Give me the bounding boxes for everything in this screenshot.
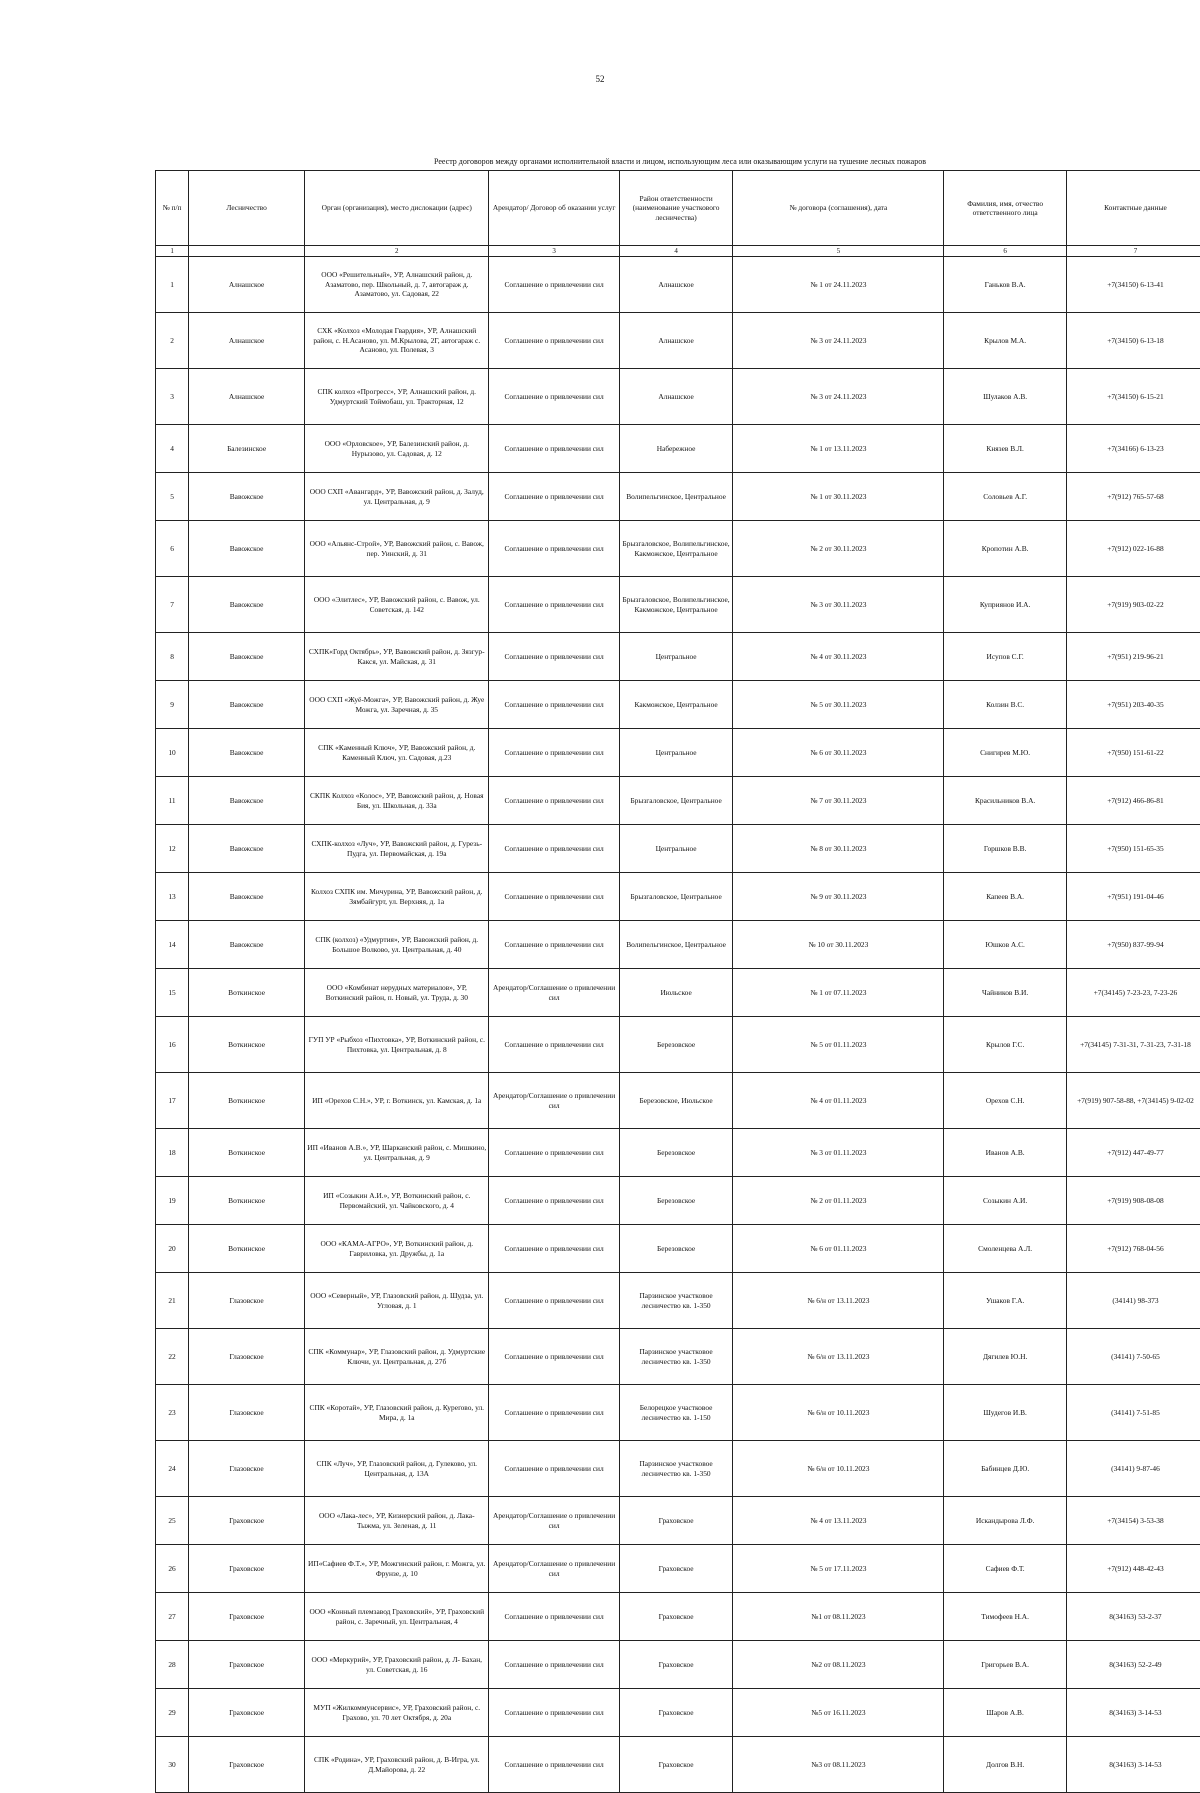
table-row — [156, 681, 1200, 729]
contact-info-cell: +7(912) 022-16-88 — [1066, 521, 1200, 577]
agreement-type-cell: Соглашение о привлечении сил — [489, 1593, 619, 1641]
contact-info-cell: +7(34145) 7-31-31, 7-31-23, 7-31-18 — [1066, 1017, 1200, 1073]
header-cell: Орган (организация), место дислокации (адрес) — [305, 171, 489, 246]
forestry-cell: Граховское — [189, 1737, 305, 1793]
row-number-cell: 9 — [156, 681, 189, 729]
organization-cell: ИП «Созыкин А.И.», УР, Воткинский район, с. Первомайский, ул. Чайковского, д. 4 — [305, 1177, 489, 1225]
forestry-cell: Вавожское — [189, 473, 305, 521]
organization-cell: ООО «КАМА-АГРО», УР, Воткинский район, д. Гавриловка, ул. Дружбы, д. 1а — [305, 1225, 489, 1273]
forestry-cell: Глазовское — [189, 1273, 305, 1329]
responsible-person-cell: Ушаков Г.А. — [944, 1273, 1067, 1329]
responsibility-area-cell: Граховское — [619, 1689, 733, 1737]
forestry-cell: Граховское — [189, 1593, 305, 1641]
responsible-person-cell: Исупов С.Г. — [944, 633, 1067, 681]
responsibility-area-cell: Парзинское участковое лесничество кв. 1-350 — [619, 1273, 733, 1329]
table-row — [156, 1641, 1200, 1689]
forestry-cell: Глазовское — [189, 1329, 305, 1385]
forestry-cell: Воткинское — [189, 1129, 305, 1177]
row-number-cell: 6 — [156, 521, 189, 577]
contract-number-cell: №5 от 16.11.2023 — [733, 1689, 944, 1737]
agreement-type-cell: Соглашение о привлечении сил — [489, 1129, 619, 1177]
contact-info-cell: (34141) 9-87-46 — [1066, 1441, 1200, 1497]
contact-info-cell: +7(34150) 6-13-18 — [1066, 313, 1200, 369]
responsible-person-cell: Снигирев М.Ю. — [944, 729, 1067, 777]
table-row — [156, 1017, 1200, 1073]
contact-info-cell: +7(34150) 6-15-21 — [1066, 369, 1200, 425]
contact-info-cell: (34141) 98-373 — [1066, 1273, 1200, 1329]
agreement-type-cell: Соглашение о привлечении сил — [489, 777, 619, 825]
contract-number-cell: №3 от 08.11.2023 — [733, 1737, 944, 1793]
forestry-cell: Вавожское — [189, 729, 305, 777]
table-row — [156, 1593, 1200, 1641]
organization-cell: ООО «Меркурий», УР, Граховский район, д. Л- Бахан, ул. Советская, д. 16 — [305, 1641, 489, 1689]
agreement-type-cell: Соглашение о привлечении сил — [489, 1441, 619, 1497]
agreement-type-cell: Арендатор/Соглашение о привлечении сил — [489, 1497, 619, 1545]
contract-number-cell: № 10 от 30.11.2023 — [733, 921, 944, 969]
responsibility-area-cell: Волипельгинское, Центральное — [619, 473, 733, 521]
responsibility-area-cell: Парзинское участковое лесничество кв. 1-350 — [619, 1329, 733, 1385]
forestry-cell: Глазовское — [189, 1385, 305, 1441]
forestry-cell: Глазовское — [189, 1441, 305, 1497]
contact-info-cell: 8(34163) 3-14-53 — [1066, 1737, 1200, 1793]
contact-info-cell: +7(950) 837-99-94 — [1066, 921, 1200, 969]
responsibility-area-cell: Граховское — [619, 1641, 733, 1689]
organization-cell: ООО СХП «Авангард», УР, Вавожский район, д. Залуд, ул. Центральная, д. 9 — [305, 473, 489, 521]
responsible-person-cell: Капеев В.А. — [944, 873, 1067, 921]
contract-number-cell: № 6/н от 10.11.2023 — [733, 1385, 944, 1441]
contract-number-cell: № 6/н от 13.11.2023 — [733, 1329, 944, 1385]
forestry-cell: Вавожское — [189, 633, 305, 681]
agreement-type-cell: Соглашение о привлечении сил — [489, 1177, 619, 1225]
contact-info-cell: (34141) 7-50-65 — [1066, 1329, 1200, 1385]
responsible-person-cell: Чайников В.И. — [944, 969, 1067, 1017]
agreement-type-cell: Арендатор/Соглашение о привлечении сил — [489, 969, 619, 1017]
table-row — [156, 777, 1200, 825]
responsibility-area-cell: Граховское — [619, 1737, 733, 1793]
responsibility-area-cell: Граховское — [619, 1593, 733, 1641]
forestry-cell: Воткинское — [189, 1225, 305, 1273]
responsibility-area-cell: Березовское — [619, 1129, 733, 1177]
forestry-cell: Вавожское — [189, 777, 305, 825]
table-caption: Реестр договоров между органами исполнительной власти и лицом, использующим леса или оказывающим услуги на тушение лесных пожаров — [155, 157, 1200, 166]
column-number: 5 — [733, 246, 944, 257]
forestry-cell: Алнашское — [189, 313, 305, 369]
responsibility-area-cell: Алнашское — [619, 369, 733, 425]
header-cell: Район ответственности (наименование участкового лесничества) — [619, 171, 733, 246]
forestry-cell: Вавожское — [189, 921, 305, 969]
responsible-person-cell: Соловьев А.Г. — [944, 473, 1067, 521]
agreement-type-cell: Соглашение о привлечении сил — [489, 1641, 619, 1689]
column-number-row — [156, 246, 1200, 257]
forestry-cell: Балезинское — [189, 425, 305, 473]
forestry-cell: Воткинское — [189, 1017, 305, 1073]
contact-info-cell: +7(912) 768-04-56 — [1066, 1225, 1200, 1273]
contact-info-cell: +7(919) 908-08-08 — [1066, 1177, 1200, 1225]
responsibility-area-cell: Центральное — [619, 729, 733, 777]
row-number-cell: 22 — [156, 1329, 189, 1385]
row-number-cell: 25 — [156, 1497, 189, 1545]
contract-number-cell: № 1 от 13.11.2023 — [733, 425, 944, 473]
responsible-person-cell: Искандырова Л.Ф. — [944, 1497, 1067, 1545]
contract-number-cell: № 3 от 30.11.2023 — [733, 577, 944, 633]
organization-cell: ООО «Конный племзавод Граховский», УР, Граховский район, с. Заречный, ул. Центральная, 4 — [305, 1593, 489, 1641]
table-row — [156, 633, 1200, 681]
table-row — [156, 1497, 1200, 1545]
table-row — [156, 313, 1200, 369]
row-number-cell: 28 — [156, 1641, 189, 1689]
row-number-cell: 30 — [156, 1737, 189, 1793]
contract-number-cell: № 5 от 01.11.2023 — [733, 1017, 944, 1073]
row-number-cell: 10 — [156, 729, 189, 777]
contact-info-cell: +7(34150) 6-13-41 — [1066, 257, 1200, 313]
responsible-person-cell: Колзин В.С. — [944, 681, 1067, 729]
table-row — [156, 1129, 1200, 1177]
table-row — [156, 1329, 1200, 1385]
responsibility-area-cell: Граховское — [619, 1545, 733, 1593]
responsible-person-cell: Григорьев В.А. — [944, 1641, 1067, 1689]
responsible-person-cell: Долгов В.Н. — [944, 1737, 1067, 1793]
agreement-type-cell: Соглашение о привлечении сил — [489, 577, 619, 633]
contact-info-cell: +7(34154) 3-53-38 — [1066, 1497, 1200, 1545]
table-row — [156, 1441, 1200, 1497]
contact-info-cell: +7(951) 203-40-35 — [1066, 681, 1200, 729]
responsible-person-cell: Князев В.Л. — [944, 425, 1067, 473]
table-row — [156, 1385, 1200, 1441]
responsible-person-cell: Крылов Г.С. — [944, 1017, 1067, 1073]
organization-cell: ООО «Элитлес», УР, Вавожский район, с. Вавож, ул. Советская, д. 142 — [305, 577, 489, 633]
row-number-cell: 12 — [156, 825, 189, 873]
responsible-person-cell: Крылов М.А. — [944, 313, 1067, 369]
responsible-person-cell: Орехов С.Н. — [944, 1073, 1067, 1129]
contract-number-cell: № 8 от 30.11.2023 — [733, 825, 944, 873]
contact-info-cell: +7(950) 151-61-22 — [1066, 729, 1200, 777]
column-number: 2 — [305, 246, 489, 257]
contact-info-cell: (34141) 7-51-85 — [1066, 1385, 1200, 1441]
agreement-type-cell: Соглашение о привлечении сил — [489, 1273, 619, 1329]
table-row — [156, 825, 1200, 873]
contract-number-cell: № 3 от 24.11.2023 — [733, 369, 944, 425]
contract-number-cell: № 6/н от 13.11.2023 — [733, 1273, 944, 1329]
organization-cell: СХПК-колхоз «Луч», УР, Вавожский район, д. Гурезь-Пудга, ул. Первомайская, д. 19а — [305, 825, 489, 873]
agreement-type-cell: Соглашение о привлечении сил — [489, 681, 619, 729]
contact-info-cell: +7(919) 907-58-88, +7(34145) 9-02-02 — [1066, 1073, 1200, 1129]
agreement-type-cell: Соглашение о привлечении сил — [489, 873, 619, 921]
organization-cell: СПК «Коммунар», УР, Глазовский район, д. Удмуртские Ключи, ул. Центральная, д. 27б — [305, 1329, 489, 1385]
row-number-cell: 17 — [156, 1073, 189, 1129]
agreement-type-cell: Соглашение о привлечении сил — [489, 633, 619, 681]
table-body — [156, 257, 1200, 1793]
agreement-type-cell: Соглашение о привлечении сил — [489, 1017, 619, 1073]
header-cell: Арендатор/ Договор об оказании услуг — [489, 171, 619, 246]
organization-cell: СПК «Коротай», УР, Глазовский район, д. Куреґово, ул. Мира, д. 1а — [305, 1385, 489, 1441]
organization-cell: СХК «Колхоз «Молодая Гвардия», УР, Алнашский район, с. Н.Асаново, ул. М.Крылова, 2Г, автогараж с. Асаново, ул. Полевая, 3 — [305, 313, 489, 369]
table-row — [156, 257, 1200, 313]
contact-info-cell: +7(34145) 7-23-23, 7-23-26 — [1066, 969, 1200, 1017]
table-row — [156, 425, 1200, 473]
responsible-person-cell: Созыкин А.И. — [944, 1177, 1067, 1225]
contact-info-cell: +7(912) 466-86-81 — [1066, 777, 1200, 825]
contract-number-cell: № 6 от 30.11.2023 — [733, 729, 944, 777]
responsible-person-cell: Горшков В.В. — [944, 825, 1067, 873]
forestry-cell: Граховское — [189, 1641, 305, 1689]
organization-cell: СПК «Родина», УР, Граховский район, д. В-Игра, ул. Д.Майорова, д. 22 — [305, 1737, 489, 1793]
contact-info-cell: 8(34163) 53-2-37 — [1066, 1593, 1200, 1641]
responsible-person-cell: Сафиев Ф.Т. — [944, 1545, 1067, 1593]
forestry-cell: Вавожское — [189, 681, 305, 729]
responsibility-area-cell: Граховское — [619, 1497, 733, 1545]
table-row — [156, 921, 1200, 969]
table-row — [156, 1225, 1200, 1273]
row-number-cell: 21 — [156, 1273, 189, 1329]
organization-cell: ИП «Иванов А.В.», УР, Шарканский район, с. Мишкино, ул. Центральная, д. 9 — [305, 1129, 489, 1177]
contract-number-cell: № 2 от 01.11.2023 — [733, 1177, 944, 1225]
row-number-cell: 15 — [156, 969, 189, 1017]
responsibility-area-cell: Березовское — [619, 1225, 733, 1273]
row-number-cell: 2 — [156, 313, 189, 369]
contract-number-cell: №1 от 08.11.2023 — [733, 1593, 944, 1641]
contract-number-cell: № 3 от 24.11.2023 — [733, 313, 944, 369]
row-number-cell: 23 — [156, 1385, 189, 1441]
table-row — [156, 1073, 1200, 1129]
contract-number-cell: № 7 от 30.11.2023 — [733, 777, 944, 825]
row-number-cell: 4 — [156, 425, 189, 473]
contact-info-cell: +7(951) 219-96-21 — [1066, 633, 1200, 681]
responsibility-area-cell: Белорецкое участковое лесничество кв. 1-150 — [619, 1385, 733, 1441]
responsibility-area-cell: Брызгаловское, Центральное — [619, 873, 733, 921]
responsible-person-cell: Тимофеев Н.А. — [944, 1593, 1067, 1641]
row-number-cell: 27 — [156, 1593, 189, 1641]
agreement-type-cell: Соглашение о привлечении сил — [489, 1385, 619, 1441]
agreement-type-cell: Соглашение о привлечении сил — [489, 521, 619, 577]
organization-cell: ООО «Комбинат нерудных материалов», УР, Воткинский район, п. Новый, ул. Труда, д. 30 — [305, 969, 489, 1017]
contract-number-cell: № 1 от 24.11.2023 — [733, 257, 944, 313]
organization-cell: СПК «Луч», УР, Глазовский район, д. Гулеково, ул. Центральная, д. 13А — [305, 1441, 489, 1497]
contract-number-cell: № 5 от 17.11.2023 — [733, 1545, 944, 1593]
responsibility-area-cell: Июльское — [619, 969, 733, 1017]
responsible-person-cell: Шулаков А.В. — [944, 369, 1067, 425]
contact-info-cell: +7(912) 447-49-77 — [1066, 1129, 1200, 1177]
contact-info-cell: +7(912) 448-42-43 — [1066, 1545, 1200, 1593]
organization-cell: ООО «Альянс-Строй», УР, Вавожский район, с. Вавож, пер. Уинский, д. 31 — [305, 521, 489, 577]
responsible-person-cell: Красильников В.А. — [944, 777, 1067, 825]
contract-number-cell: № 4 от 13.11.2023 — [733, 1497, 944, 1545]
responsible-person-cell: Шаров А.В. — [944, 1689, 1067, 1737]
row-number-cell: 19 — [156, 1177, 189, 1225]
responsible-person-cell: Юшков А.С. — [944, 921, 1067, 969]
contract-number-cell: № 2 от 30.11.2023 — [733, 521, 944, 577]
contract-number-cell: № 4 от 30.11.2023 — [733, 633, 944, 681]
responsible-person-cell: Кропотин А.В. — [944, 521, 1067, 577]
responsible-person-cell: Ганьков В.А. — [944, 257, 1067, 313]
agreement-type-cell: Соглашение о привлечении сил — [489, 1737, 619, 1793]
organization-cell: СПК колхоз «Прогресс», УР, Алнашский район, д. Удмуртский Тоймобаш, ул. Тракторная, 12 — [305, 369, 489, 425]
contact-info-cell: +7(912) 765-57-68 — [1066, 473, 1200, 521]
forestry-cell: Алнашское — [189, 369, 305, 425]
agreement-type-cell: Арендатор/Соглашение о привлечении сил — [489, 1073, 619, 1129]
contract-number-cell: № 9 от 30.11.2023 — [733, 873, 944, 921]
responsible-person-cell: Дягилев Ю.Н. — [944, 1329, 1067, 1385]
organization-cell: СПК (колхоз) «Удмуртия», УР, Вавожский район, д. Большое Волково, ул. Центральная, д. 40 — [305, 921, 489, 969]
row-number-cell: 16 — [156, 1017, 189, 1073]
row-number-cell: 11 — [156, 777, 189, 825]
agreement-type-cell: Соглашение о привлечении сил — [489, 257, 619, 313]
contract-number-cell: № 4 от 01.11.2023 — [733, 1073, 944, 1129]
agreement-type-cell: Арендатор/Соглашение о привлечении сил — [489, 1545, 619, 1593]
agreement-type-cell: Соглашение о привлечении сил — [489, 921, 619, 969]
organization-cell: ООО «Лака-лес», УР, Кизнерский район, д. Лака-Тыжма, ул. Зеленая, д. 11 — [305, 1497, 489, 1545]
table-row — [156, 729, 1200, 777]
forestry-cell: Граховское — [189, 1689, 305, 1737]
contract-number-cell: № 6 от 01.11.2023 — [733, 1225, 944, 1273]
forestry-cell: Вавожское — [189, 521, 305, 577]
column-number: 7 — [1066, 246, 1200, 257]
forestry-cell: Воткинское — [189, 969, 305, 1017]
row-number-cell: 20 — [156, 1225, 189, 1273]
column-number — [189, 246, 305, 257]
table-row — [156, 969, 1200, 1017]
organization-cell: ИП«Сафиев Ф.Т.», УР, Можгинский район, г. Можга, ул. Фрунзе, д. 10 — [305, 1545, 489, 1593]
organization-cell: Колхоз СХПК им. Мичурина, УР, Вавожский район, д. Зямбайгурт, ул. Верхняя, д. 1а — [305, 873, 489, 921]
agreement-type-cell: Соглашение о привлечении сил — [489, 425, 619, 473]
header-cell: № п/п — [156, 171, 189, 246]
responsibility-area-cell: Брызгаловское, Волипельгинское, Какможское, Центральное — [619, 521, 733, 577]
column-number: 4 — [619, 246, 733, 257]
contact-info-cell: +7(34166) 6-13-23 — [1066, 425, 1200, 473]
row-number-cell: 29 — [156, 1689, 189, 1737]
responsibility-area-cell: Брызгаловское, Волипельгинское, Какможское, Центральное — [619, 577, 733, 633]
responsibility-area-cell: Центральное — [619, 825, 733, 873]
table-row — [156, 521, 1200, 577]
header-cell: Контактные данные — [1066, 171, 1200, 246]
responsible-person-cell: Смоленцева А.Л. — [944, 1225, 1067, 1273]
contracts-table — [155, 170, 1200, 1793]
contract-number-cell: № 1 от 30.11.2023 — [733, 473, 944, 521]
table-row — [156, 1545, 1200, 1593]
contact-info-cell: +7(919) 903-02-22 — [1066, 577, 1200, 633]
table-row — [156, 1737, 1200, 1793]
agreement-type-cell: Соглашение о привлечении сил — [489, 1225, 619, 1273]
table-row — [156, 473, 1200, 521]
responsibility-area-cell: Алнашское — [619, 313, 733, 369]
row-number-cell: 8 — [156, 633, 189, 681]
table-row — [156, 1689, 1200, 1737]
forestry-cell: Вавожское — [189, 577, 305, 633]
responsibility-area-cell: Набережное — [619, 425, 733, 473]
forestry-cell: Вавожское — [189, 873, 305, 921]
contract-number-cell: № 1 от 07.11.2023 — [733, 969, 944, 1017]
organization-cell: СКПК Колхоз «Колос», УР, Вавожский район, д. Новая Бия, ул. Школьная, д. 33а — [305, 777, 489, 825]
row-number-cell: 3 — [156, 369, 189, 425]
column-number: 1 — [156, 246, 189, 257]
responsible-person-cell: Иванов А.В. — [944, 1129, 1067, 1177]
organization-cell: ООО СХП «Жуё-Можга», УР, Вавожский район, д. Жуе Можга, ул. Заречная, д. 35 — [305, 681, 489, 729]
contract-number-cell: № 6/н от 10.11.2023 — [733, 1441, 944, 1497]
table-row — [156, 873, 1200, 921]
row-number-cell: 26 — [156, 1545, 189, 1593]
responsibility-area-cell: Березовское — [619, 1177, 733, 1225]
organization-cell: ООО «Орловское», УР, Балезинский район, д. Нурызово, ул. Садовая, д. 12 — [305, 425, 489, 473]
row-number-cell: 1 — [156, 257, 189, 313]
table-row — [156, 1273, 1200, 1329]
column-number: 3 — [489, 246, 619, 257]
table-row — [156, 369, 1200, 425]
forestry-cell: Вавожское — [189, 825, 305, 873]
organization-cell: ООО «Решительный», УР, Алнашский район, д. Азаматово, пер. Школьный, д. 7, автогараж д. Азаматово, ул. Садовая, 22 — [305, 257, 489, 313]
agreement-type-cell: Соглашение о привлечении сил — [489, 369, 619, 425]
organization-cell: МУП «Жилкоммунсервис», УР, Граховский район, с. Грахово, ул. 70 лет Октября, д. 20а — [305, 1689, 489, 1737]
agreement-type-cell: Соглашение о привлечении сил — [489, 1689, 619, 1737]
agreement-type-cell: Соглашение о привлечении сил — [489, 473, 619, 521]
agreement-type-cell: Соглашение о привлечении сил — [489, 1329, 619, 1385]
page-number: 52 — [0, 74, 1200, 84]
organization-cell: ИП «Орехов С.Н.», УР, г. Воткинск, ул. Камская, д. 1а — [305, 1073, 489, 1129]
row-number-cell: 24 — [156, 1441, 189, 1497]
contact-info-cell: 8(34163) 52-2-49 — [1066, 1641, 1200, 1689]
header-cell: № договора (соглашения), дата — [733, 171, 944, 246]
responsibility-area-cell: Брызгаловское, Центральное — [619, 777, 733, 825]
responsibility-area-cell: Березовское — [619, 1017, 733, 1073]
contact-info-cell: +7(950) 151-65-35 — [1066, 825, 1200, 873]
contract-number-cell: №2 от 08.11.2023 — [733, 1641, 944, 1689]
organization-cell: ГУП УР «Рыбхоз «Пихтовка», УР, Воткинский район, с. Пихтовка, ул. Центральная, д. 8 — [305, 1017, 489, 1073]
forestry-cell: Алнашское — [189, 257, 305, 313]
forestry-cell: Воткинское — [189, 1073, 305, 1129]
responsible-person-cell: Куприянов И.А. — [944, 577, 1067, 633]
contract-number-cell: № 3 от 01.11.2023 — [733, 1129, 944, 1177]
table-row — [156, 1177, 1200, 1225]
responsibility-area-cell: Волипельгинское, Центральное — [619, 921, 733, 969]
responsibility-area-cell: Алнашское — [619, 257, 733, 313]
column-number: 6 — [944, 246, 1067, 257]
row-number-cell: 13 — [156, 873, 189, 921]
header-cell: Фамилия, имя, отчество ответственного лица — [944, 171, 1067, 246]
contact-info-cell: +7(951) 191-04-46 — [1066, 873, 1200, 921]
responsibility-area-cell: Парзинское участковое лесничество кв. 1-350 — [619, 1441, 733, 1497]
row-number-cell: 18 — [156, 1129, 189, 1177]
responsibility-area-cell: Центральное — [619, 633, 733, 681]
responsible-person-cell: Бабинцев Д.Ю. — [944, 1441, 1067, 1497]
table-row — [156, 577, 1200, 633]
forestry-cell: Граховское — [189, 1497, 305, 1545]
row-number-cell: 7 — [156, 577, 189, 633]
responsibility-area-cell: Какможское, Центральное — [619, 681, 733, 729]
organization-cell: СПК «Каменный Ключ», УР, Вавожский район, д. Каменный Ключ, ул. Садовая, д.23 — [305, 729, 489, 777]
agreement-type-cell: Соглашение о привлечении сил — [489, 313, 619, 369]
row-number-cell: 5 — [156, 473, 189, 521]
row-number-cell: 14 — [156, 921, 189, 969]
agreement-type-cell: Соглашение о привлечении сил — [489, 825, 619, 873]
organization-cell: СХПК«Горд Октябрь», УР, Вавожский район, д. Зязгур-Какся, ул. Майская, д. 31 — [305, 633, 489, 681]
forestry-cell: Граховское — [189, 1545, 305, 1593]
header-cell: Лесничество — [189, 171, 305, 246]
responsible-person-cell: Шудегов И.В. — [944, 1385, 1067, 1441]
responsibility-area-cell: Березовское, Июльское — [619, 1073, 733, 1129]
contact-info-cell: 8(34163) 3-14-53 — [1066, 1689, 1200, 1737]
contract-number-cell: № 5 от 30.11.2023 — [733, 681, 944, 729]
agreement-type-cell: Соглашение о привлечении сил — [489, 729, 619, 777]
header-row — [156, 171, 1200, 246]
forestry-cell: Воткинское — [189, 1177, 305, 1225]
organization-cell: ООО «Северный», УР, Глазовский район, д. Шудза, ул. Угловая, д. 1 — [305, 1273, 489, 1329]
